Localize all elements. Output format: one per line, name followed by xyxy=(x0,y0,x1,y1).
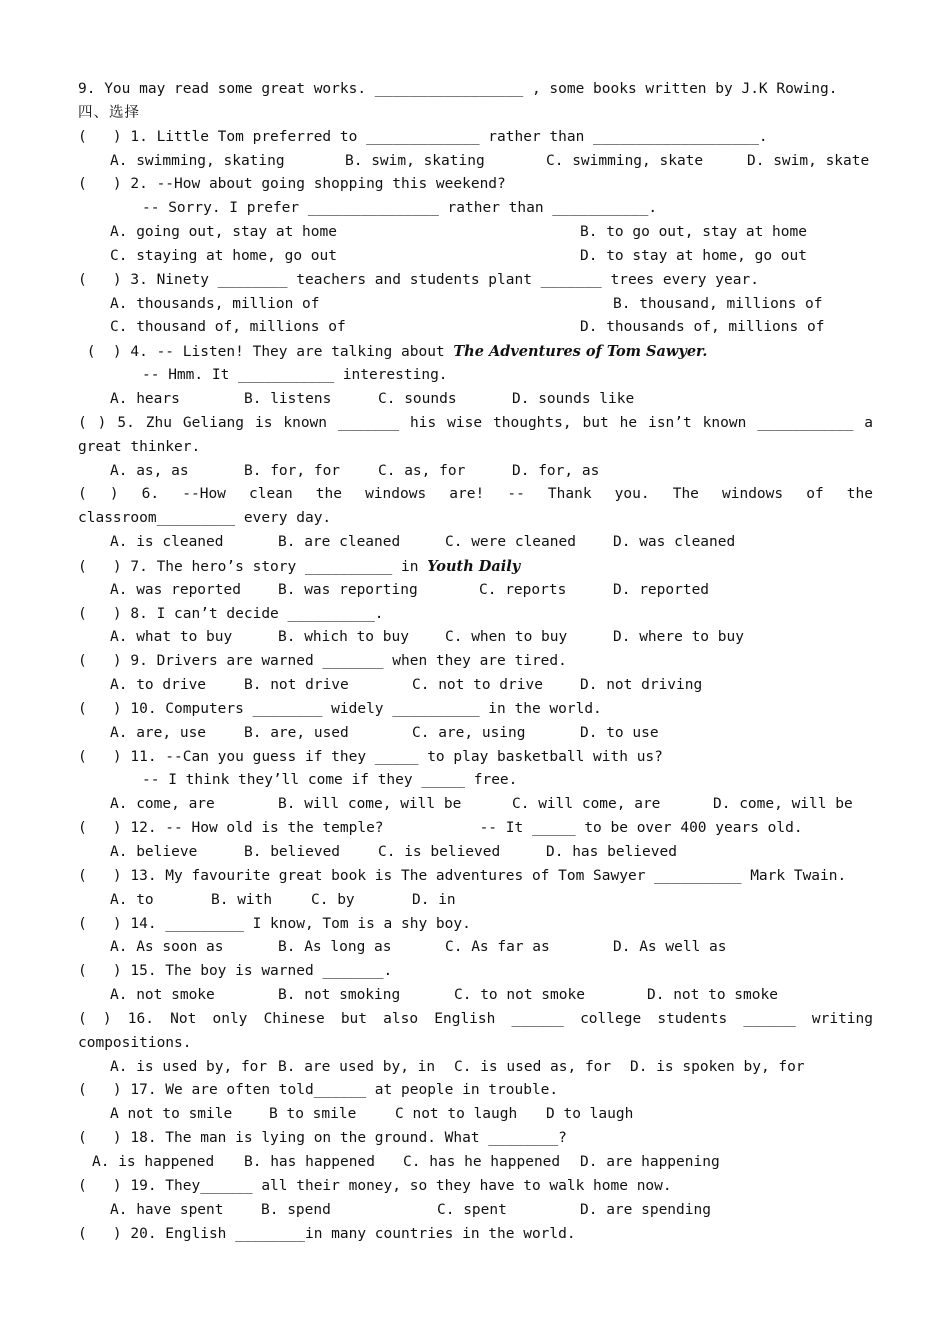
option-a: A. believe xyxy=(110,844,198,860)
option-c: C not to laugh xyxy=(395,1106,518,1123)
question-5: ( ) 5. Zhu Geliang is known _______ his wise thoughts, but he isn’t known ___________ a xyxy=(78,414,873,431)
option-b: B. believed xyxy=(244,844,341,860)
question-9-fill: 9. You may read some great works. _________________ , some books written by J.K Rowing. xyxy=(78,81,838,97)
option-a: A not to smile xyxy=(110,1106,233,1123)
option-a: A. what to buy xyxy=(110,629,233,646)
options-3-row1 xyxy=(0,293,950,317)
option-d: D. not driving xyxy=(580,677,703,694)
option-c: C. were cleaned xyxy=(445,534,576,551)
question-2: ( ) 2. --How about going shopping this weekend? xyxy=(78,176,506,193)
options-9 xyxy=(0,674,950,698)
question-13: ( ) 13. My favourite great book is The adventures of Tom Sawyer __________ Mark Twain. xyxy=(78,867,847,884)
option-b: B. for, for xyxy=(244,462,341,479)
question-16: ( ) 16. Not only Chinese but also English ______ college students ______ writing xyxy=(78,1010,873,1027)
options-4 xyxy=(0,388,950,412)
question-16-cont: compositions. xyxy=(78,1034,192,1051)
question-10: ( ) 10. Computers ________ widely __________ in the world. xyxy=(78,700,602,717)
question-6-cont: classroom_________ every day. xyxy=(78,510,332,527)
question-14: ( ) 14. _________ I know, Tom is a shy boy. xyxy=(78,915,471,932)
options-11 xyxy=(0,793,950,817)
option-b: B. with xyxy=(211,891,273,908)
options-12 xyxy=(0,841,950,865)
newspaper-title: Youth Daily xyxy=(427,557,521,575)
option-b: B. listens xyxy=(244,390,332,407)
option-a: A. swimming, skating xyxy=(110,152,285,169)
option-b: B to smile xyxy=(269,1106,357,1123)
option-a: A. to xyxy=(110,891,154,908)
option-a: A. come, are xyxy=(110,796,215,813)
option-a: A. as, as xyxy=(110,462,189,479)
option-b: B. not smoking xyxy=(278,987,401,1004)
worksheet-page xyxy=(0,78,950,1246)
option-d: D. to stay at home, go out xyxy=(580,247,807,264)
option-c: C. spent xyxy=(437,1201,507,1218)
option-a: A. to drive xyxy=(110,677,207,694)
option-c: C. not to drive xyxy=(412,677,543,694)
options-2-row2 xyxy=(0,245,950,269)
option-a: A. have spent xyxy=(110,1201,224,1218)
question-2-reply: -- Sorry. I prefer _______________ rather than ___________. xyxy=(142,200,658,217)
option-c: C. As far as xyxy=(445,939,550,956)
question-4-text: ( ) 4. -- Listen! They are talking about xyxy=(78,344,454,361)
question-17: ( ) 17. We are often told______ at people in trouble. xyxy=(78,1082,559,1099)
options-18 xyxy=(0,1151,950,1175)
option-d: D. come, will be xyxy=(713,796,853,813)
options-2-row1 xyxy=(0,221,950,245)
option-d: D. thousands of, millions of xyxy=(580,319,825,336)
option-a: A. thousands, million of xyxy=(110,295,320,312)
option-a: A. is happened xyxy=(92,1153,215,1170)
option-c: C. by xyxy=(311,891,355,908)
option-c: C. thousand of, millions of xyxy=(110,319,346,336)
option-b: B. As long as xyxy=(278,939,392,956)
option-c: C. are, using xyxy=(412,724,526,741)
option-b: B. are, used xyxy=(244,724,349,741)
option-d: D. was cleaned xyxy=(613,534,736,551)
options-6 xyxy=(0,531,950,555)
option-d: D. has believed xyxy=(546,844,677,860)
option-b: B. was reporting xyxy=(278,581,418,598)
options-14 xyxy=(0,936,950,960)
option-c: C. reports xyxy=(479,581,567,598)
option-d: D. are happening xyxy=(580,1153,720,1170)
options-13 xyxy=(0,889,950,913)
option-d: D. for, as xyxy=(512,462,600,479)
option-c: C. will come, are xyxy=(512,796,661,813)
section-heading: 四、选择 xyxy=(78,104,140,121)
option-a: A. hears xyxy=(110,390,180,407)
option-c: C. as, for xyxy=(378,462,466,479)
option-d: D. is spoken by, for xyxy=(630,1058,805,1075)
option-a: A. not smoke xyxy=(110,987,215,1004)
option-a: A. is cleaned xyxy=(110,534,224,551)
question-11-reply: -- I think they’ll come if they _____ free. xyxy=(142,772,518,789)
option-c: C. has he happened xyxy=(403,1153,561,1170)
option-a: A. going out, stay at home xyxy=(110,224,337,241)
option-c: C. to not smoke xyxy=(454,987,585,1004)
question-19: ( ) 19. They______ all their money, so they have to walk home now. xyxy=(78,1177,672,1194)
option-c: C. sounds xyxy=(378,390,457,407)
option-a: A. is used by, for xyxy=(110,1058,268,1075)
option-d: D. to use xyxy=(580,724,659,741)
question-15: ( ) 15. The boy is warned _______. xyxy=(78,963,393,980)
question-12: ( ) 12. -- How old is the temple? -- It _____ to be over 400 years old. xyxy=(78,820,803,837)
option-a: A. As soon as xyxy=(110,939,224,956)
options-8 xyxy=(0,626,950,650)
options-10 xyxy=(0,722,950,746)
option-d: D. sounds like xyxy=(512,390,635,407)
options-3-row2 xyxy=(0,316,950,340)
option-d: D. As well as xyxy=(613,939,727,956)
option-b: B. are used by, in xyxy=(278,1058,436,1075)
options-7 xyxy=(0,579,950,603)
options-17 xyxy=(0,1103,950,1127)
question-1: ( ) 1. Little Tom preferred to _____________ rather than ___________________. xyxy=(78,128,768,145)
question-9: ( ) 9. Drivers are warned _______ when they are tired. xyxy=(78,653,567,670)
question-6: ( ) 6. --How clean the windows are! -- Thank you. The windows of the xyxy=(78,486,873,503)
question-7 xyxy=(0,555,950,579)
option-b: B. thousand, millions of xyxy=(613,295,823,312)
option-d: D. in xyxy=(412,891,456,908)
option-b: B. to go out, stay at home xyxy=(580,224,807,241)
option-b: B. has happened xyxy=(244,1153,375,1170)
option-b: B. are cleaned xyxy=(278,534,401,551)
option-c: C. swimming, skate xyxy=(546,152,704,169)
option-d: D to laugh xyxy=(546,1106,634,1123)
option-b: B. swim, skating xyxy=(345,152,485,169)
question-5-cont: great thinker. xyxy=(78,438,201,455)
option-c: C. staying at home, go out xyxy=(110,247,337,264)
options-16 xyxy=(0,1056,950,1080)
options-15 xyxy=(0,984,950,1008)
question-11: ( ) 11. --Can you guess if they _____ to play basketball with us? xyxy=(78,748,663,765)
question-4-reply: -- Hmm. It ___________ interesting. xyxy=(142,367,448,384)
question-7-text: ( ) 7. The hero’s story __________ in xyxy=(78,558,428,575)
options-1 xyxy=(0,150,950,174)
option-c: C. is used as, for xyxy=(454,1058,612,1075)
option-d: D. where to buy xyxy=(613,629,744,646)
option-b: B. spend xyxy=(261,1201,331,1218)
question-20: ( ) 20. English ________in many countries in the world. xyxy=(78,1225,576,1242)
options-19 xyxy=(0,1199,950,1223)
question-8: ( ) 8. I can’t decide __________. xyxy=(78,605,384,622)
option-d: D. not to smoke xyxy=(647,987,778,1004)
option-b: B. which to buy xyxy=(278,629,409,646)
option-d: D. are spending xyxy=(580,1201,711,1218)
option-d: D. swim, skate xyxy=(747,152,870,169)
book-title: The Adventures of Tom Sawyer. xyxy=(453,343,708,361)
option-b: B. will come, will be xyxy=(278,796,462,813)
option-d: D. reported xyxy=(613,581,710,598)
question-4 xyxy=(0,340,950,364)
options-5 xyxy=(0,460,950,484)
question-18: ( ) 18. The man is lying on the ground. What ________? xyxy=(78,1130,567,1147)
option-b: B. not drive xyxy=(244,677,349,694)
option-c: C. when to buy xyxy=(445,629,568,646)
option-c: C. is believed xyxy=(378,844,501,860)
question-3: ( ) 3. Ninety ________ teachers and students plant _______ trees every year. xyxy=(78,271,759,288)
option-a: A. are, use xyxy=(110,724,207,741)
option-a: A. was reported xyxy=(110,581,241,598)
